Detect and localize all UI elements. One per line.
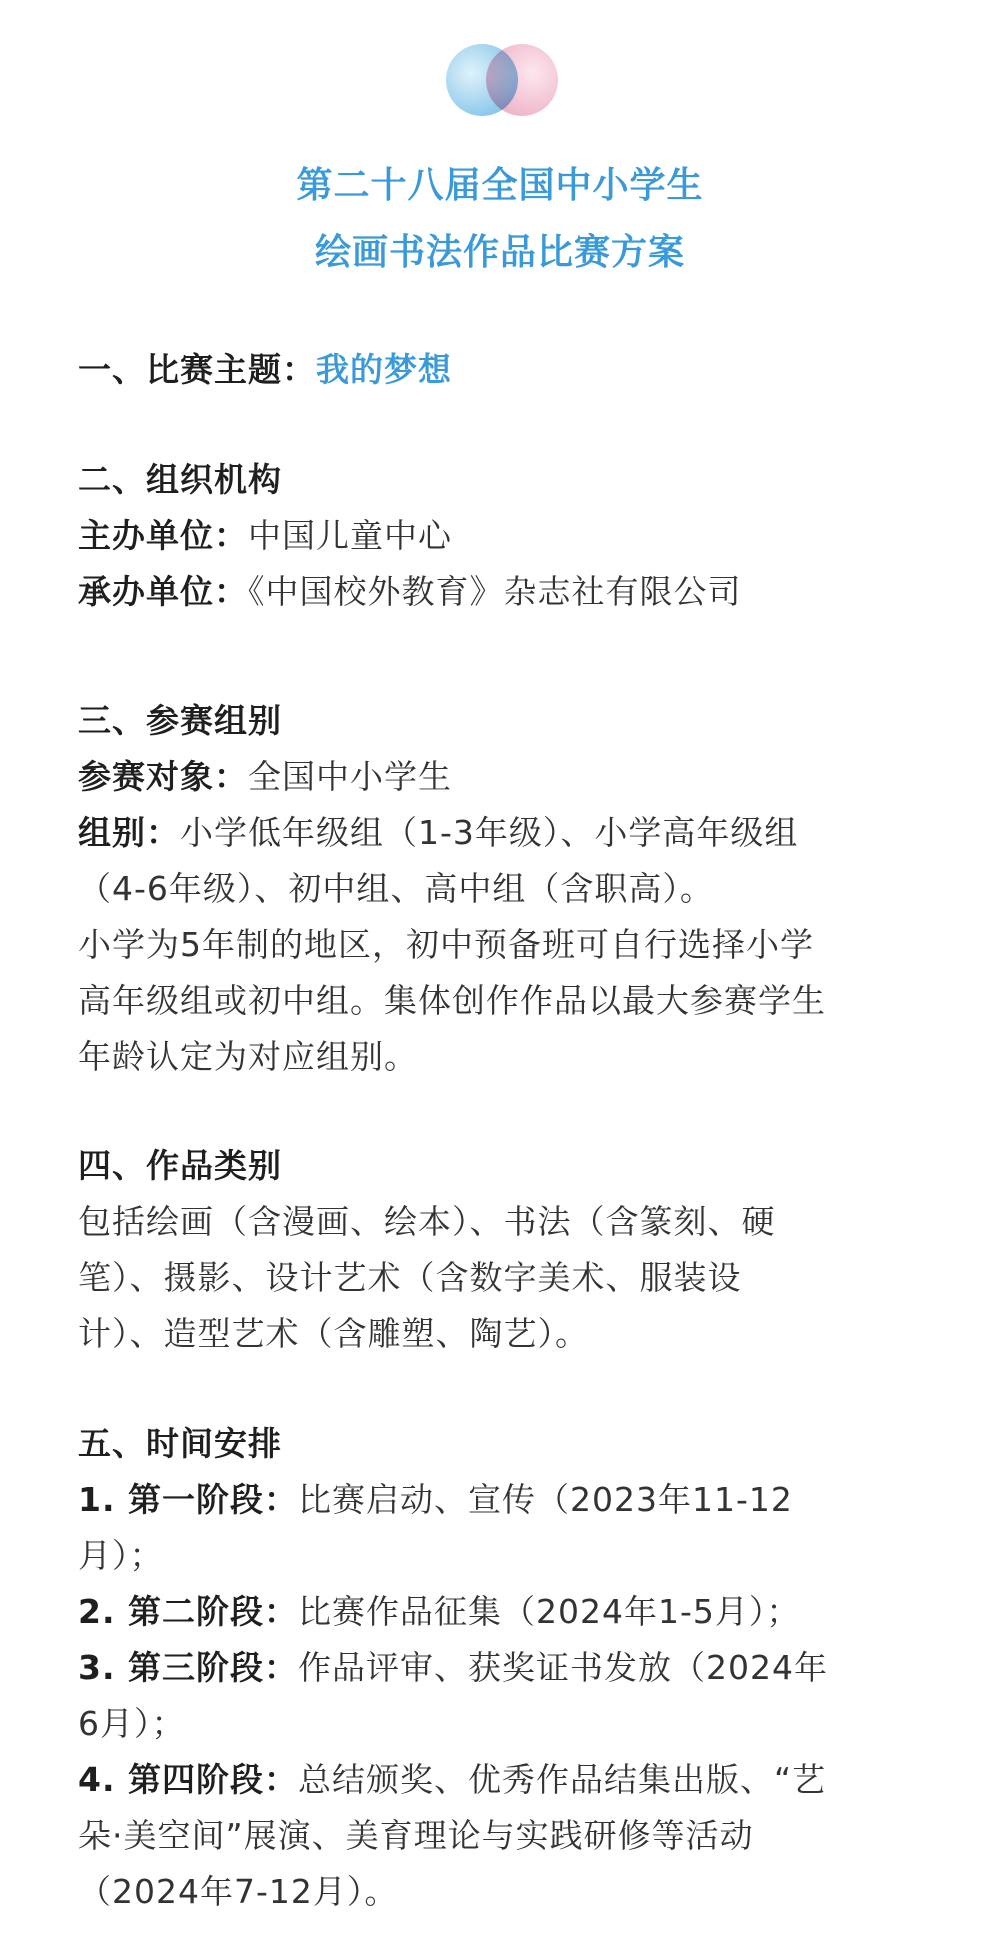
logo-icon <box>446 44 558 116</box>
stage-3-text: 作品评审、获奖证书发放（2024年 <box>298 1648 828 1687</box>
host-value: 中国儿童中心 <box>248 516 452 555</box>
stage-2-label: 2. 第二阶段： <box>78 1592 298 1631</box>
target-row <box>78 749 928 805</box>
stage-4-line-3: （2024年7-12月）。 <box>78 1872 399 1911</box>
host-row <box>78 508 928 564</box>
target-value: 全国中小学生 <box>248 757 452 796</box>
stage-2-row <box>78 1584 928 1640</box>
note-line-3: 年龄认定为对应组别。 <box>78 1037 418 1076</box>
note-line-1: 小学为5年制的地区，初中预备班可自行选择小学 <box>78 925 814 964</box>
section-heading: 五、时间安排 <box>78 1424 282 1463</box>
page-title-line-1: 第二十八届全国中小学生 <box>296 165 704 206</box>
category-line-2: 笔）、摄影、设计艺术（含数字美术、服装设 <box>78 1258 742 1297</box>
stage-2-text: 比赛作品征集（2024年1-5月）； <box>298 1592 801 1631</box>
organizer-value: 《中国校外教育》杂志社有限公司 <box>248 572 742 611</box>
group-line-1: 小学低年级组（1-3年级）、小学高年级组 <box>180 813 799 852</box>
section-heading: 三、参赛组别 <box>78 701 282 740</box>
section-heading: 二、组织机构 <box>78 460 282 499</box>
stage-1-row <box>78 1472 928 1528</box>
group-line-2: （4-6年级）、初中组、高中组（含职高）。 <box>78 869 714 908</box>
stage-1-text: 比赛启动、宣传（2023年11-12 <box>298 1480 793 1519</box>
theme-value: 我的梦想 <box>316 350 452 389</box>
page-title-line-2: 绘画书法作品比赛方案 <box>314 232 685 273</box>
group-label: 组别： <box>78 813 180 852</box>
stage-3-label: 3. 第三阶段： <box>78 1648 298 1687</box>
stage-4-line-2: 朵·美空间”展演、美育理论与实践研修等活动 <box>78 1816 754 1855</box>
stage-1-label: 1. 第一阶段： <box>78 1480 298 1519</box>
organizer-label: 承办单位： <box>78 572 248 611</box>
group-row <box>78 805 928 861</box>
stage-1-line-2: 月）； <box>78 1536 164 1575</box>
stage-3-row <box>78 1640 928 1696</box>
stage-3-line-2: 6月）； <box>78 1704 186 1743</box>
note-line-2: 高年级组或初中组。集体创作作品以最大参赛学生 <box>78 981 826 1020</box>
host-label: 主办单位： <box>78 516 248 555</box>
section-heading: 一、比赛主题： <box>78 350 316 389</box>
category-line-3: 计）、造型艺术（含雕塑、陶艺）。 <box>78 1314 589 1353</box>
organizer-row <box>78 564 928 620</box>
target-label: 参赛对象： <box>78 757 248 796</box>
stage-4-label: 4. 第四阶段： <box>78 1760 298 1799</box>
category-line-1: 包括绘画（含漫画、绘本）、书法（含篆刻、硬 <box>78 1202 776 1241</box>
stage-4-row <box>78 1752 928 1808</box>
logo-pink-circle <box>486 44 558 116</box>
stage-4-text: 总结颁奖、优秀作品结集出版、“艺 <box>298 1760 827 1799</box>
section-theme <box>78 342 928 398</box>
section-heading: 四、作品类别 <box>78 1146 282 1185</box>
